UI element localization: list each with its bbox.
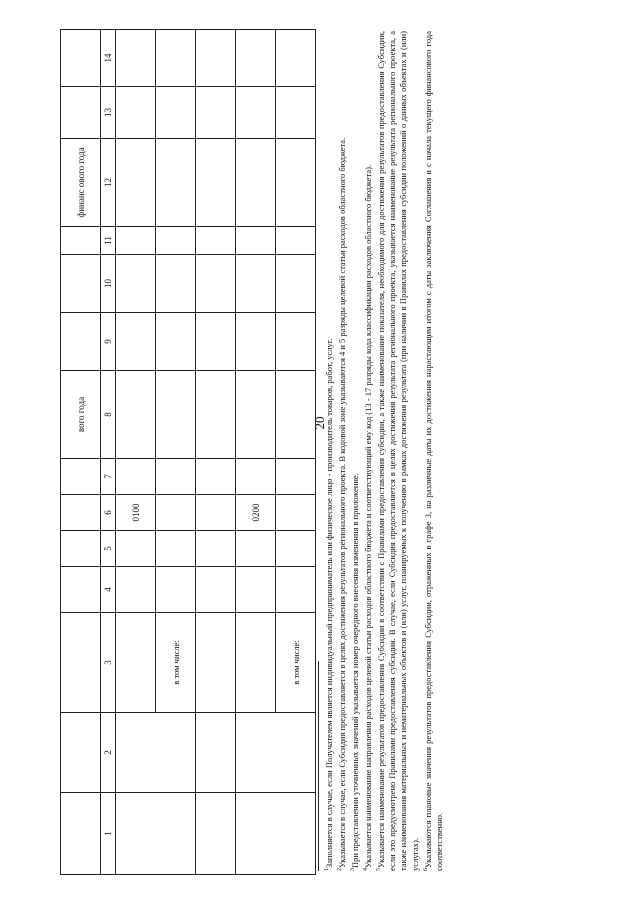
- table-cell: [276, 313, 316, 371]
- line-code-cell: [276, 495, 316, 531]
- footnote: [421, 31, 445, 871]
- table-row: [116, 30, 156, 875]
- footnote: [322, 31, 335, 871]
- table-cell: [236, 87, 276, 139]
- column-number: 10: [101, 255, 116, 313]
- footnote-text: Указывается наименование направления расходов целевой статьи расходов областного бюджета и соответствующий ему код (13 - 17 разряды кода классификации расходов областного бюджета).: [362, 164, 373, 868]
- table-cell: [156, 87, 196, 139]
- table-cell: [196, 313, 236, 371]
- table-cell: [236, 531, 276, 567]
- footnote-text: При представлении уточненных значений указывается номер очередного внесения изменения в приложение.: [349, 473, 360, 868]
- footnote-text: Указываются плановые значения результатов предоставления Субсидии, отраженных в графе 3, на различные даты их достижения нарастающим итогом с даты заключения Соглашения и с начала текущего финансового года соответственно.: [422, 31, 444, 871]
- table-cell: [156, 459, 196, 495]
- footnote-marker: 6: [422, 868, 429, 871]
- in-that-number-label: в том числе:: [156, 613, 196, 713]
- footnote: [348, 31, 361, 871]
- header-cell: [61, 87, 101, 139]
- in-that-number-label: в том числе:: [276, 613, 316, 713]
- table-cell: [236, 459, 276, 495]
- column-number: 14: [101, 30, 116, 87]
- footnote-marker: 5: [376, 868, 383, 871]
- table-cell: [116, 30, 156, 87]
- table-cell: [116, 371, 156, 459]
- footnote-marker: 2: [337, 868, 344, 871]
- line-code-cell: [156, 495, 196, 531]
- footnote-text: Указывается в случае, если Субсидия предоставляется в целях достижения результатов регионального проекта. В кодовой зоне указываются 4 и 5 разряды целевой статьи расходов областного бюджета.: [336, 137, 347, 868]
- table-cell: [276, 255, 316, 313]
- table-cell: [276, 531, 316, 567]
- column-number: 9: [101, 313, 116, 371]
- table-cell: [156, 139, 196, 227]
- table-cell: [116, 459, 156, 495]
- table-cell: [116, 87, 156, 139]
- table-cell: [236, 139, 276, 227]
- table-cell: [196, 459, 236, 495]
- line-code-cell: [196, 495, 236, 531]
- header-cell: вого года: [61, 371, 101, 459]
- column-number: 4: [101, 567, 116, 613]
- table-cell: [196, 227, 236, 255]
- line-code-cell: 0200: [236, 495, 276, 531]
- column-number: 1: [101, 793, 116, 875]
- table-cell: [116, 139, 156, 227]
- table-cell: [276, 459, 316, 495]
- header-cell: финанс ового года: [61, 139, 101, 227]
- footnotes: [318, 31, 445, 871]
- footnote-text: Указывается наименование результатов предоставления Субсидии в соответствии с Правилами предоставления субсидии, а также наименование показателя, необходимого для достижения результатов предоставления Субсидии, если это предусмотрено Правилами предоставления субсидии. В случае, если Субсидия предоставляется в целях достижения результата регионального проекта, указывается наименование результата регионального проекта, а также наименования материальных и нематериальных объектов и (или) услуг, планируемых к получению в рамках достижения результата (при наличии в Правилах предоставления субсидии положений о данных объектах и (или) услугах).: [375, 31, 420, 871]
- footnote: [361, 31, 374, 871]
- column-number: 2: [101, 713, 116, 793]
- footnote-divider: [318, 661, 319, 871]
- table-cell: [236, 713, 316, 793]
- page-number: 20: [312, 416, 327, 430]
- table-cell: [116, 227, 156, 255]
- results-table: [60, 29, 316, 875]
- table-cell: [116, 255, 156, 313]
- header-cell: [61, 495, 101, 531]
- table-cell: [116, 313, 156, 371]
- table-cell: [276, 567, 316, 613]
- header-cell: [61, 255, 101, 313]
- table-cell: [156, 255, 196, 313]
- header-cell: [61, 567, 101, 613]
- table-cell: [276, 227, 316, 255]
- column-number-row: [101, 30, 116, 875]
- table-header-row: [61, 30, 101, 875]
- header-cell: [61, 531, 101, 567]
- table-cell: [156, 313, 196, 371]
- table-cell: [156, 227, 196, 255]
- header-cell: [61, 30, 101, 87]
- table-row: [236, 30, 276, 875]
- table-cell: [156, 371, 196, 459]
- header-cell: [61, 713, 101, 793]
- table-cell: [276, 30, 316, 87]
- table-row: [196, 30, 236, 875]
- table-cell: [196, 255, 236, 313]
- table-cell: [196, 30, 236, 87]
- column-number: 6: [101, 495, 116, 531]
- table-cell: [196, 139, 236, 227]
- table-cell: [236, 371, 276, 459]
- column-number: 8: [101, 371, 116, 459]
- column-number: 5: [101, 531, 116, 567]
- table-cell: [196, 371, 236, 459]
- row-label-cell: [236, 613, 276, 713]
- table-cell: [196, 567, 236, 613]
- table-cell: [196, 531, 236, 567]
- column-number: 3: [101, 613, 116, 713]
- column-number: 11: [101, 227, 116, 255]
- column-number: 7: [101, 459, 116, 495]
- table-cell: [276, 87, 316, 139]
- footnote: [335, 31, 348, 871]
- table-cell: [236, 793, 316, 875]
- table-cell: [196, 793, 236, 875]
- table-cell: [236, 227, 276, 255]
- table-cell: [156, 567, 196, 613]
- table-cell: [116, 793, 196, 875]
- table-cell: [236, 313, 276, 371]
- table-cell: [116, 713, 196, 793]
- footnote-text: Заполняется в случае, если Получателем является индивидуальный предприниматель или физическое лицо - производитель товаров, работ, услуг.: [323, 338, 334, 868]
- header-cell: [61, 313, 101, 371]
- header-cell: [61, 459, 101, 495]
- footnote-marker: 4: [363, 868, 370, 871]
- table-cell: [236, 567, 276, 613]
- table-cell: [276, 139, 316, 227]
- table-cell: [116, 567, 156, 613]
- line-code-cell: 0100: [116, 495, 156, 531]
- table-cell: [196, 87, 236, 139]
- column-number: 12: [101, 139, 116, 227]
- table-cell: [236, 30, 276, 87]
- table-cell: [116, 531, 156, 567]
- header-cell: [61, 613, 101, 713]
- table-cell: [236, 255, 276, 313]
- table-cell: [156, 531, 196, 567]
- table-cell: [196, 713, 236, 793]
- column-number: 13: [101, 87, 116, 139]
- row-label-cell: [196, 613, 236, 713]
- rotated-page-content: [30, 30, 610, 875]
- table-cell: [276, 371, 316, 459]
- table-cell: [156, 30, 196, 87]
- header-cell: [61, 793, 101, 875]
- footnote: [374, 31, 421, 871]
- footnote-marker: 1: [324, 868, 330, 871]
- footnote-marker: 3: [350, 868, 357, 871]
- row-label-cell: [116, 613, 156, 713]
- header-cell: [61, 227, 101, 255]
